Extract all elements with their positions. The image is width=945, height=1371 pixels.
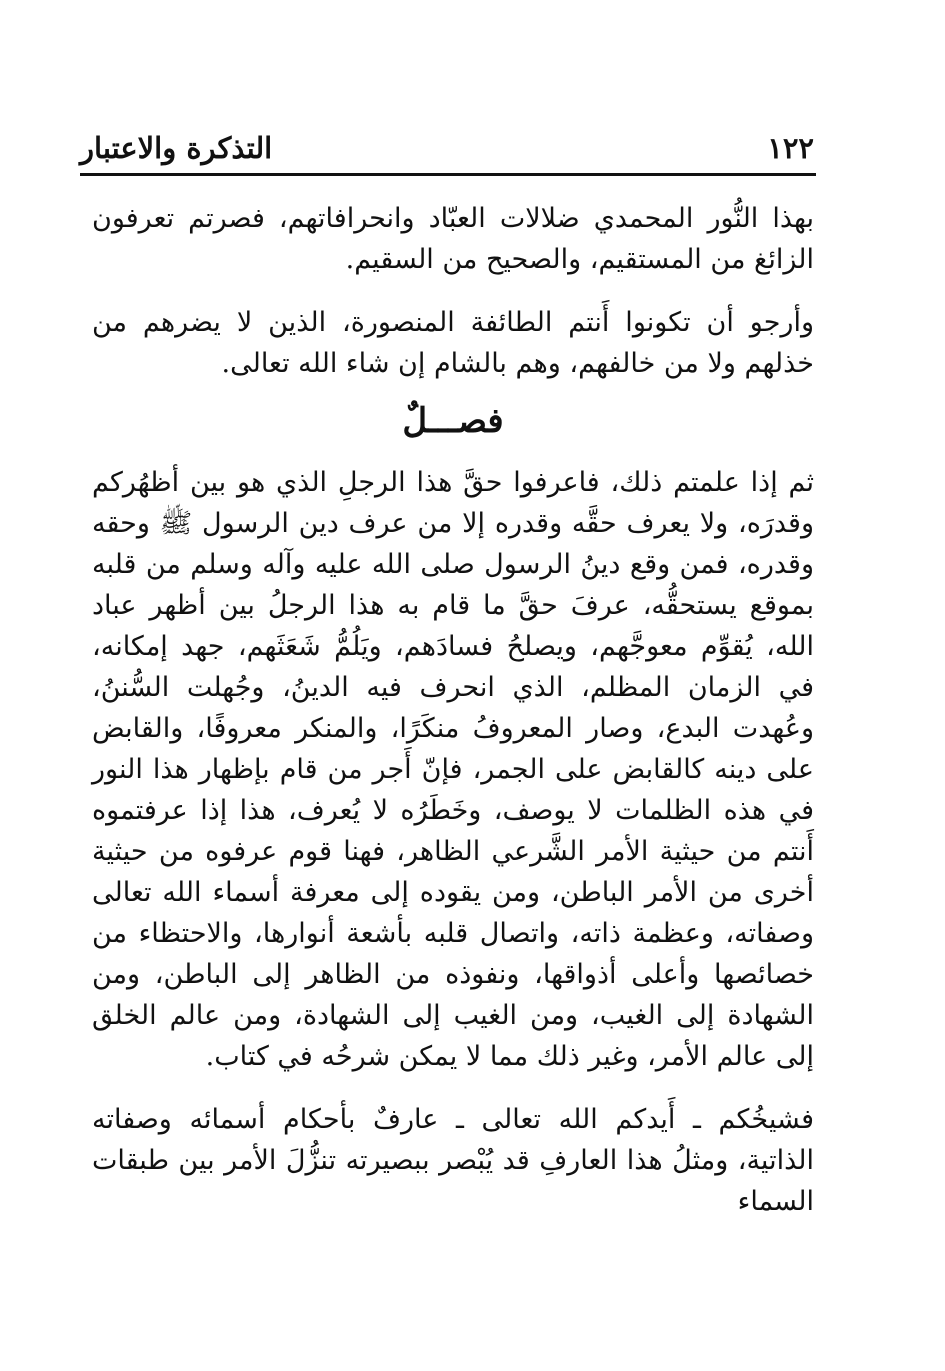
paragraph-4: فشيخُكم ـ أَيدكم الله تعالى ـ عارفٌ بأحكام أسمائه وصفاته الذاتية، ومثلُ هذا العارفِ قد يُبْصر ببصيرته تنزُّلَ الأمر بين طبقات السماء [92, 1104, 814, 1217]
body-text [92, 198, 814, 1222]
page-number: ١٢٢ [767, 131, 814, 165]
page-header [80, 128, 814, 168]
paragraph-3: ثم إذا علمتم ذلك، فاعرفوا حقَّ هذا الرجلِ الذي هو بين أظهُركم وقدرَه، ولا يعرف حقَّه وقدره إلا من عرف دين الرسول ﷺ وحقه وقدره، فمن وقع دينُ الرسول صلى الله عليه وآله وسلم من قلبه بموقع يستحقُّه، عرفَ حقَّ ما قام به هذا الرجلُ بين أظهر عباد الله، يُقوِّم معوجَّهم، ويصلحُ فسادَهم، ويَلُمُّ شَعَثَهم، جهد إمكانه، في الزمان المظلم، الذي انحرف فيه الدينُ، وجُهلت السُّننُ، وعُهدت البدع، وصار المعروفُ منكَرًا، والمنكر معروفًا، والقابض على دينه كالقابض على الجمر، فإنّ أَجر من قام بإظهار هذا النور في هذه الظلمات لا يوصف، وخَطَرُه لا يُعرف، هذا إذا عرفتموه أَنتم من حيثية الأمر الشَّرعي الظاهر، فهنا قوم عرفوه من حيثية أخرى من الأمر الباطن، ومن يقوده إلى معرفة أسماء الله تعالى وصفاته، وعظمة ذاته، واتصال قلبه بأشعة أنوارها، والاحتظاء من خصائصها وأعلى أذواقها، ونفوذه من الظاهر إلى الباطن، ومن الشهادة إلى الغيب، ومن الغيب إلى الشهادة، ومن عالم الخلق إلى عالم الأمر، وغير ذلك مما لا يمكن شرحُه في كتاب. [92, 467, 814, 1072]
paragraph-2: وأرجو أن تكونوا أَنتم الطائفة المنصورة، الذين لا يضرهم من خذلهم ولا من خالفهم، وهم بالشام إن شاء الله تعالى. [92, 307, 814, 379]
section-heading: فصـــلٌ [402, 401, 504, 441]
paragraph-1: بهذا النُّور المحمدي ضلالات العبّاد وانحرافاتهم، فصرتم تعرفون الزائغ من المستقيم، والصحيح من السقيم. [92, 203, 814, 275]
running-title: التذكرة والاعتبار [80, 131, 273, 165]
header-rule [80, 173, 816, 176]
